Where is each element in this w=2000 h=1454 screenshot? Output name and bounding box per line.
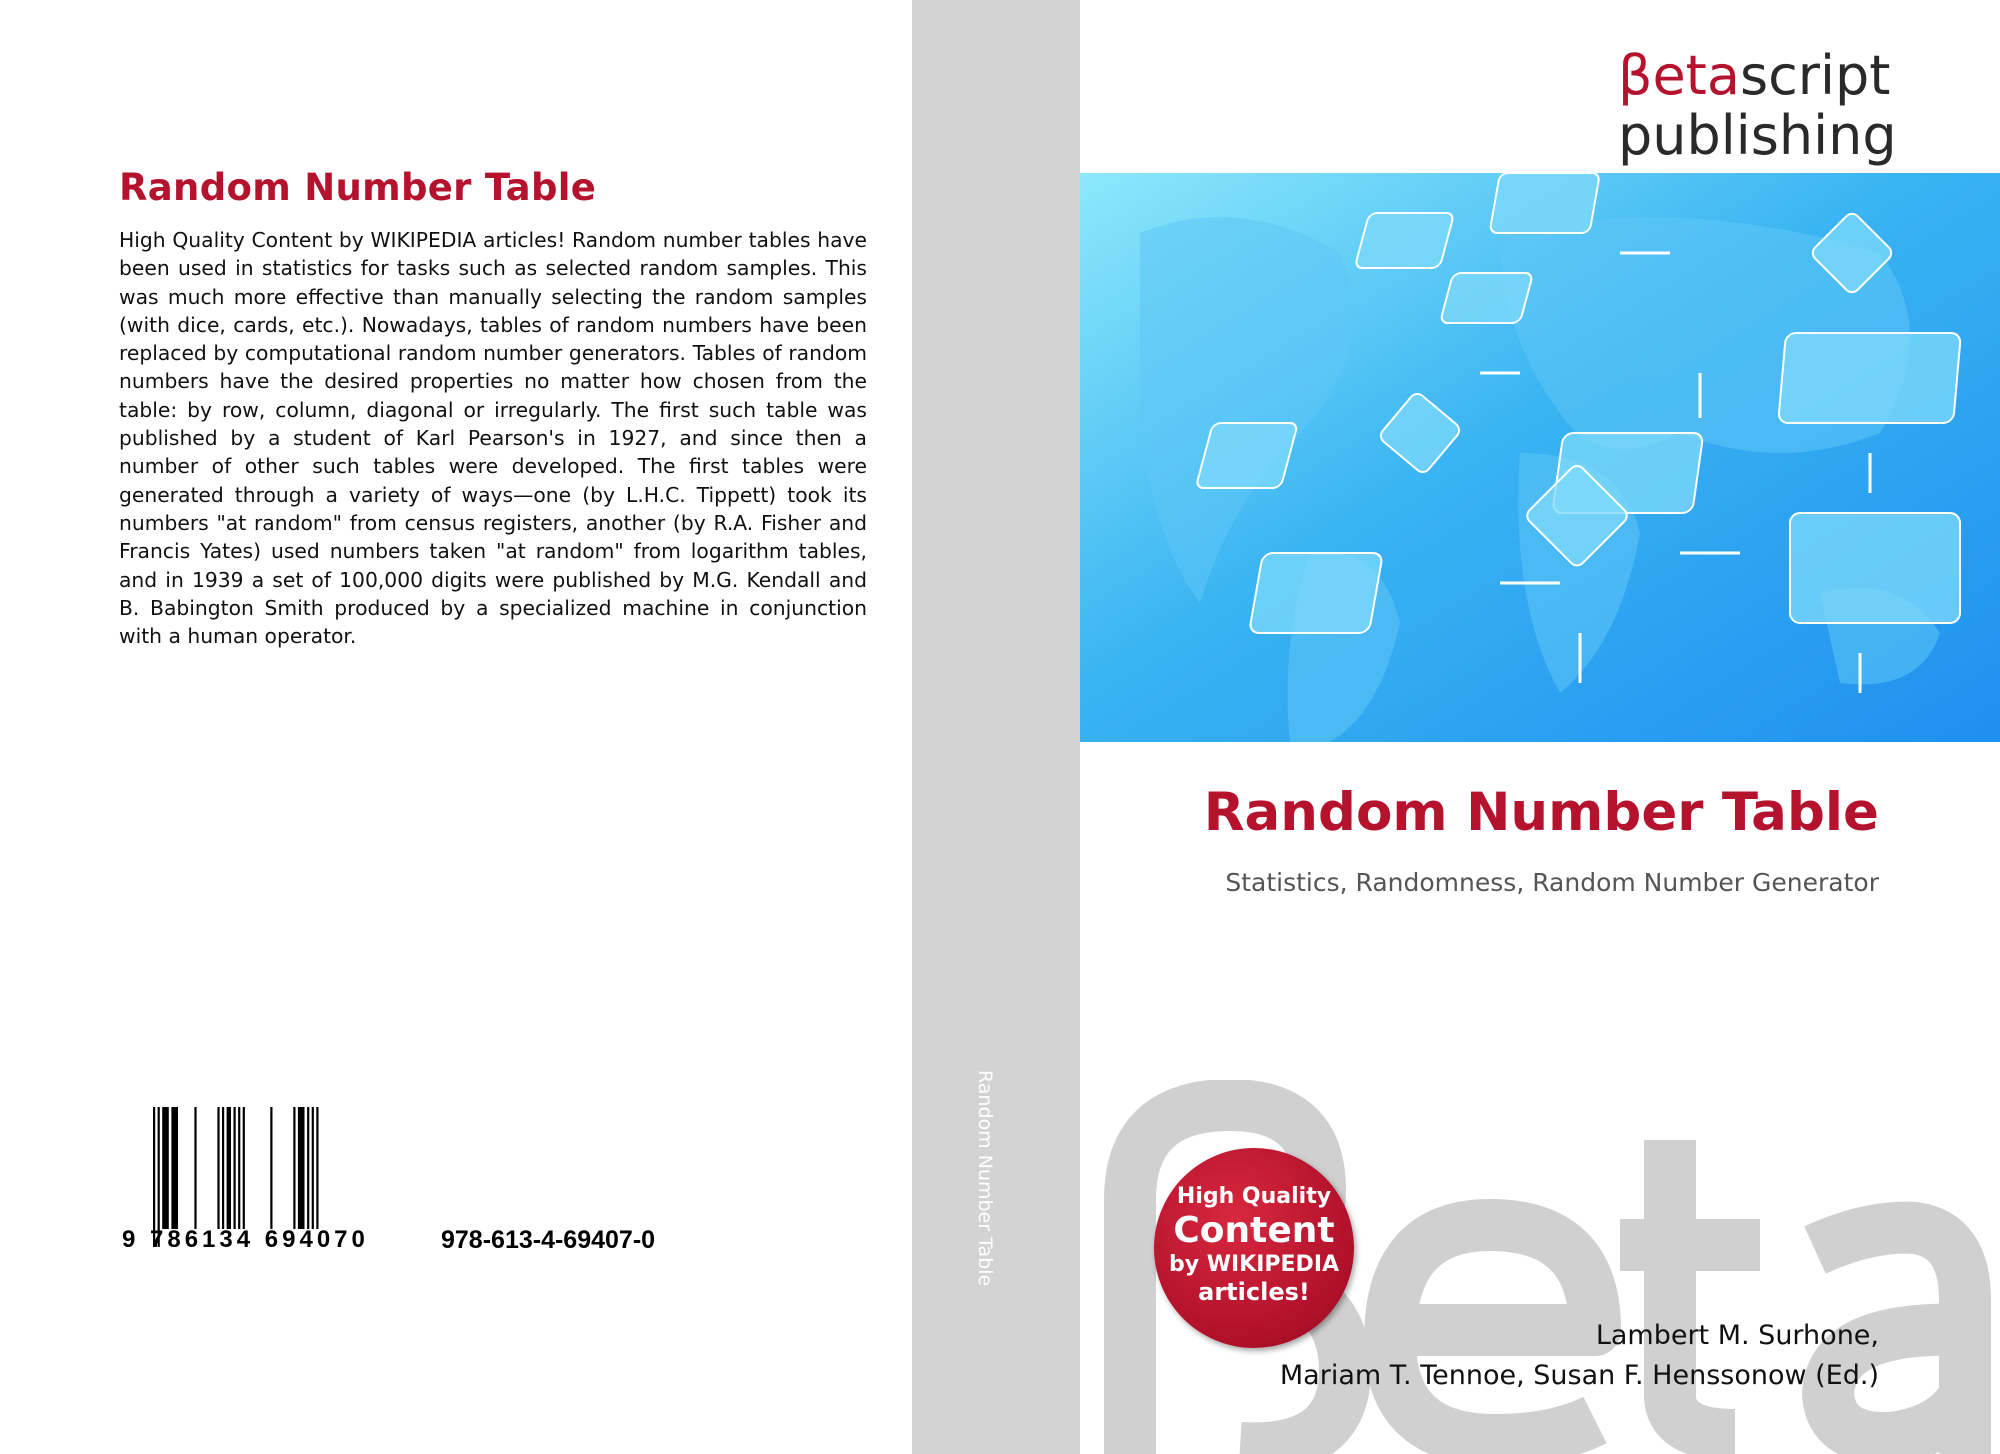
authors xyxy=(1280,1316,1879,1396)
authors-line-1: Lambert M. Surhone, xyxy=(1595,1320,1879,1351)
barcode-bar xyxy=(217,1107,219,1229)
barcode-bar xyxy=(307,1107,309,1229)
badge-line-4: articles! xyxy=(1198,1278,1310,1307)
back-cover-blurb: High Quality Content by WIKIPEDIA articles! Random number tables have been used in statistics for tasks such as selected random samples. This was much more effective than manually selecting the random samples (with dice, cards, etc.). Nowadays, tables of random numbers have been replaced by computational random number generators. Tables of random numbers have the desired properties no matter how chosen from the table: by row, column, diagonal or irregularly. The first such table was published by a student of Karl Pearson's in 1927, and since then a number of other such tables were developed. The first tables were generated through a variety of ways—one (by L.H.C. Tippett) took its numbers "at random" from census registers, another (by R.A. Fisher and Francis Yates) used numbers taken "at random" from logarithm tables, and in 1939 a set of 100,000 digits were published by M.G. Kendall and B. Babington Smith produced by a specialized machine in conjunction with a human operator. xyxy=(119,228,867,649)
front-cover-title: Random Number Table xyxy=(1203,782,1879,843)
front-cover-subtitle: Statistics, Randomness, Random Number Generator xyxy=(1225,868,1879,897)
book-spine xyxy=(912,0,1080,1454)
barcode-bar xyxy=(270,1107,272,1229)
barcode-bar xyxy=(243,1107,245,1229)
badge-line-3: by WIKIPEDIA xyxy=(1168,1252,1340,1278)
barcode-bar xyxy=(293,1107,295,1229)
isbn: 978-613-4-69407-0 xyxy=(441,1226,656,1254)
barcode-bar xyxy=(316,1107,318,1229)
back-cover-title: Random Number Table xyxy=(119,166,597,209)
authors-line-2: Mariam T. Tennoe, Susan F. Henssonow (Ed.) xyxy=(1279,1360,1879,1391)
barcode-bar xyxy=(312,1107,314,1229)
spine-title: Random Number Table xyxy=(974,1070,996,1287)
barcode-bar xyxy=(222,1107,224,1229)
barcode-bar xyxy=(238,1107,240,1229)
logo-publishing: publishing xyxy=(1618,104,1897,167)
publisher-logo xyxy=(1618,46,1897,166)
cover-image-flowchart-map xyxy=(1080,173,2000,742)
barcode-bar xyxy=(227,1107,231,1229)
barcode-bar xyxy=(162,1107,169,1229)
barcode-digits: 9 786134 694070 xyxy=(122,1226,369,1253)
barcode-bar xyxy=(194,1107,196,1229)
barcode-bar xyxy=(171,1107,178,1229)
logo-beta: βeta xyxy=(1618,44,1740,107)
barcode-bar xyxy=(298,1107,305,1229)
badge-line-1: High Quality xyxy=(1176,1184,1332,1209)
barcode-bar xyxy=(234,1107,236,1229)
logo-script: script xyxy=(1739,44,1891,107)
badge-line-2: Content xyxy=(1173,1209,1335,1251)
